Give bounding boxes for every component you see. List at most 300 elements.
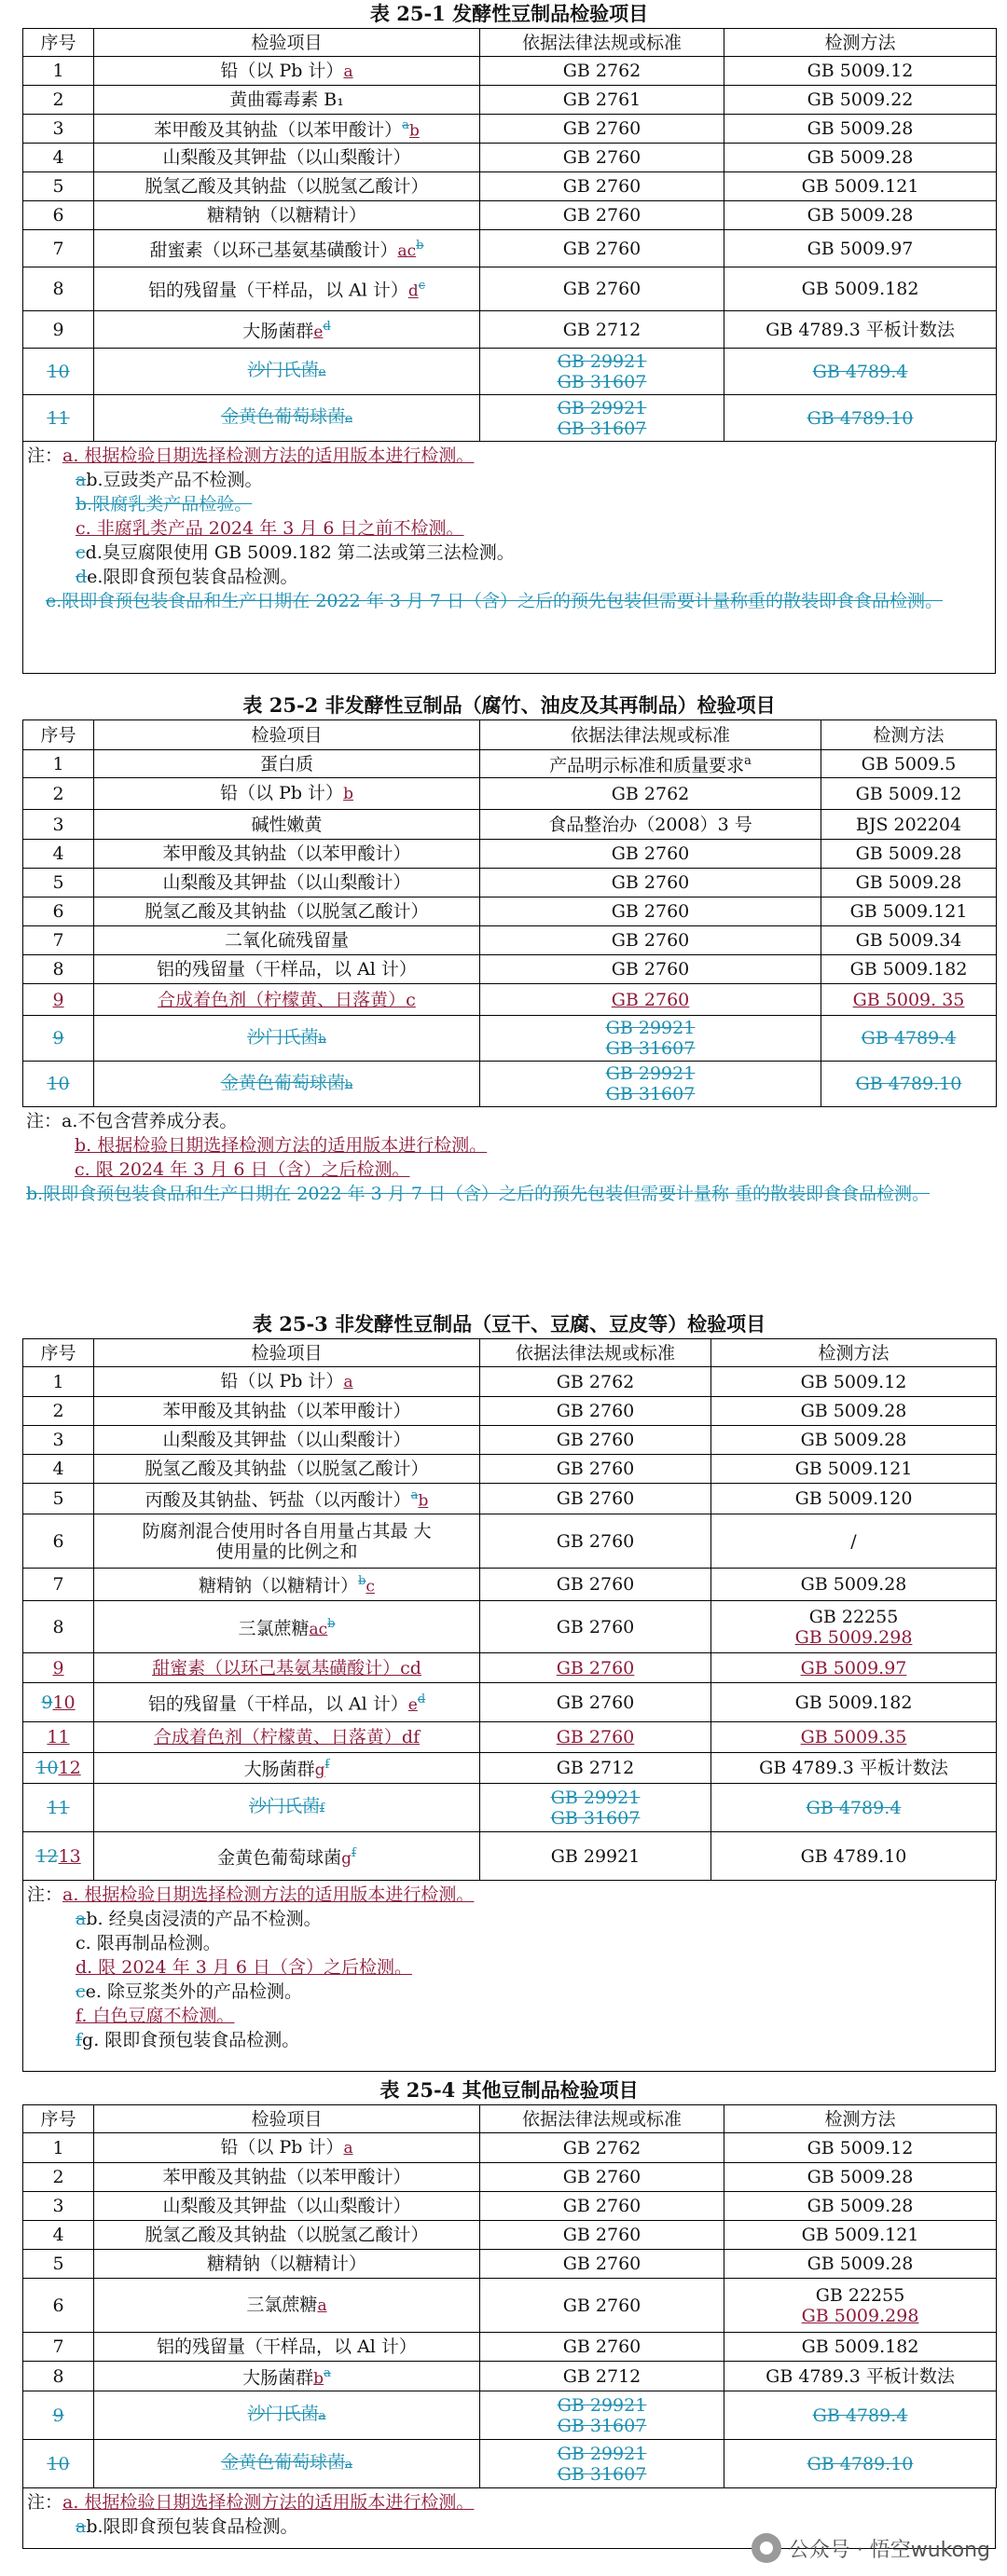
cell-basis: GB 2760 xyxy=(480,1601,711,1653)
note-line: b.限即食预包装食品和生产日期在 2022 年 3 月 7 日（含）之后的预先包装但需要计量称 重的散装即食食品检测。 xyxy=(26,1184,931,1204)
footnote-mark: a xyxy=(744,754,752,769)
table-25-2 xyxy=(22,719,997,1107)
deleted-mark: a xyxy=(76,1909,87,1929)
basis-line: GB 31607 xyxy=(557,2415,647,2436)
table-row xyxy=(23,2163,997,2192)
item-text: 苯甲酸及其钠盐（以苯甲酸计） xyxy=(154,119,403,141)
cell-basis xyxy=(480,1784,711,1832)
item-text: 铅（以 Pb 计） xyxy=(220,1371,344,1391)
footnote-mark: c xyxy=(406,989,416,1010)
cell-num: 10 xyxy=(23,349,94,395)
cell-basis: GB 2760 xyxy=(480,267,724,311)
cell-item xyxy=(94,115,480,144)
cell-method: GB 4789.10 xyxy=(821,1062,997,1107)
deleted-mark: c xyxy=(418,279,426,294)
header-num: 序号 xyxy=(23,1339,94,1367)
cell-basis: GB 29921 xyxy=(480,1832,711,1881)
deleted-mark: a xyxy=(410,1488,419,1503)
table-25-3 xyxy=(22,1338,997,1881)
table-row xyxy=(23,840,997,869)
table-25-1 xyxy=(22,28,997,442)
footnote-mark: d xyxy=(407,281,419,301)
item-text: 沙门氏菌 xyxy=(247,360,319,380)
cell-num: 7 xyxy=(23,230,94,267)
cell-method: GB 5009.182 xyxy=(724,2333,997,2362)
cell-num: 9 xyxy=(23,311,94,349)
cell-item xyxy=(94,267,480,311)
table-25-2-section xyxy=(22,692,996,1230)
cell-num: 6 xyxy=(23,897,94,926)
cell-num: 7 xyxy=(23,2333,94,2362)
table-row xyxy=(23,230,997,267)
deleted-num: 10 xyxy=(35,1758,59,1778)
table-row xyxy=(23,750,997,778)
item-text: 金黄色葡萄球菌 xyxy=(220,1072,345,1093)
deleted-row xyxy=(23,1016,997,1062)
footnote-mark: ac xyxy=(309,1620,328,1639)
table-row xyxy=(23,955,997,984)
table-25-3-notes xyxy=(22,1881,996,2072)
cell-method: GB 5009.28 xyxy=(724,144,997,172)
table-row xyxy=(23,1601,997,1653)
cell-method: GB 5009.28 xyxy=(711,1426,997,1455)
table-row xyxy=(23,201,997,230)
note-line: 注：a.不包含营养成分表。 xyxy=(26,1111,238,1131)
item-text: 铅（以 Pb 计） xyxy=(220,60,344,81)
cell-method: GB 4789.4 xyxy=(724,2391,997,2440)
cell-method: GB 4789.3 平板计数法 xyxy=(711,1753,997,1784)
cell-method: GB 5009.28 xyxy=(711,1569,997,1601)
footnote-mark: cd xyxy=(400,1657,421,1679)
deleted-row xyxy=(23,395,997,442)
deleted-mark: c xyxy=(76,1981,86,2002)
header-basis: 依据法律法规或标准 xyxy=(480,1339,711,1367)
deleted-num: 12 xyxy=(35,1845,59,1867)
table-row xyxy=(23,1484,997,1514)
table-25-1-title: 表 25-1 发酵性豆制品检验项目 xyxy=(369,2,649,25)
cell-method: GB 5009.28 xyxy=(724,2163,997,2192)
cell-num: 9 xyxy=(23,984,94,1016)
cell-method: BJS 202204 xyxy=(821,810,997,840)
basis-line: GB 31607 xyxy=(557,371,647,392)
footnote-mark: b xyxy=(318,1032,326,1047)
header-num: 序号 xyxy=(23,2105,94,2133)
cell-basis: GB 2760 xyxy=(480,984,821,1016)
item-text: 合成着色剂（柠檬黄、日落黄） xyxy=(158,989,407,1010)
deleted-mark: a xyxy=(76,2516,87,2537)
cell-method: GB 5009.34 xyxy=(821,926,997,955)
item-text: 甜蜜素（以环己基氨基磺酸计） xyxy=(149,240,398,261)
cell-item: 黄曲霉毒素 B₁ xyxy=(94,86,480,115)
item-text: 铅（以 Pb 计） xyxy=(220,2137,344,2158)
cell-method: GB 5009.12 xyxy=(821,778,997,810)
cell-basis: GB 2760 xyxy=(480,2333,724,2362)
footnote-mark: b xyxy=(343,785,353,803)
cell-basis: GB 2712 xyxy=(480,2362,724,2391)
cell-basis xyxy=(480,1062,821,1107)
table-row xyxy=(23,869,997,897)
cell-num: 1 xyxy=(23,1367,94,1397)
cell-basis: GB 2760 xyxy=(480,1426,711,1455)
cell-basis: GB 2760 xyxy=(480,869,821,897)
cell-basis: GB 2760 xyxy=(480,1569,711,1601)
deleted-row xyxy=(23,1784,997,1832)
cell-basis: 食品整治办（2008）3 号 xyxy=(480,810,821,840)
table-25-1-section xyxy=(22,0,996,674)
footnote-mark: a xyxy=(318,2409,326,2423)
table-row xyxy=(23,1832,997,1881)
cell-item xyxy=(94,395,480,442)
deleted-mark: f xyxy=(324,1758,330,1773)
cell-basis: GB 2760 xyxy=(480,201,724,230)
table-row xyxy=(23,2133,997,2163)
item-text: 沙门氏菌 xyxy=(247,1026,319,1048)
note-line: b.限即食预包装食品检测。 xyxy=(86,2516,298,2537)
table-row xyxy=(23,1569,997,1601)
deleted-mark: d xyxy=(76,567,88,587)
header-item: 检验项目 xyxy=(94,720,480,750)
cell-basis: GB 2761 xyxy=(480,86,724,115)
basis-line: GB 31607 xyxy=(557,2463,647,2485)
cell-item xyxy=(94,1683,480,1722)
item-text: 三氯蔗糖 xyxy=(246,2295,318,2315)
cell-basis: GB 2760 xyxy=(480,230,724,267)
method-line: GB 5009.298 xyxy=(794,1626,913,1648)
table-row xyxy=(23,926,997,955)
cell-num: 2 xyxy=(23,86,94,115)
table-row xyxy=(23,1683,997,1722)
item-text: 大肠菌群 xyxy=(242,2367,314,2389)
item-text: 三氯蔗糖 xyxy=(238,1618,310,1639)
cell-method: GB 5009.121 xyxy=(821,897,997,926)
cell-method: / xyxy=(711,1514,997,1569)
item-text: 沙门氏菌 xyxy=(247,2404,319,2424)
note-prefix: 注： xyxy=(27,1884,63,1905)
table-row xyxy=(23,1426,997,1455)
cell-method: GB 4789.3 平板计数法 xyxy=(724,311,997,349)
basis-line: GB 29921 xyxy=(557,350,647,372)
basis-line: GB 31607 xyxy=(550,1807,641,1829)
cell-method: GB 5009.120 xyxy=(711,1484,997,1514)
cell-num: 8 xyxy=(23,267,94,311)
cell-item: 脱氢乙酸及其钠盐（以脱氢乙酸计） xyxy=(94,897,480,926)
cell-item xyxy=(94,1484,480,1514)
deleted-row xyxy=(23,349,997,395)
note-line: b.豆豉类产品不检测。 xyxy=(86,470,263,490)
header-basis: 依据法律法规或标准 xyxy=(480,2105,724,2133)
table-row xyxy=(23,2221,997,2250)
table-row xyxy=(23,2250,997,2279)
basis-line: GB 31607 xyxy=(605,1084,696,1104)
header-item: 检验项目 xyxy=(94,1339,480,1367)
cell-method: GB 5009.28 xyxy=(724,2192,997,2221)
basis-line: GB 31607 xyxy=(557,418,647,439)
table-25-3-title: 表 25-3 非发酵性豆制品（豆干、豆腐、豆皮等）检验项目 xyxy=(252,1312,766,1336)
table-row xyxy=(23,778,997,810)
cell-num: 3 xyxy=(23,115,94,144)
cell-num: 11 xyxy=(23,395,94,442)
basis-line: GB 31607 xyxy=(605,1038,696,1059)
cell-item: 蛋白质 xyxy=(94,750,480,778)
cell-method: GB 5009.121 xyxy=(724,2221,997,2250)
table-row xyxy=(23,897,997,926)
method-line: GB 22255 xyxy=(815,2284,905,2306)
deleted-mark: a xyxy=(324,2365,331,2380)
footnote-mark: b xyxy=(344,1077,353,1092)
item-text: 大肠菌群 xyxy=(242,321,314,342)
cell-item xyxy=(94,2440,480,2488)
table-25-4-title: 表 25-4 其他豆制品检验项目 xyxy=(379,2078,639,2102)
cell-item xyxy=(94,230,480,267)
cell-item: 山梨酸及其钾盐（以山梨酸计） xyxy=(94,1426,480,1455)
deleted-row xyxy=(23,1062,997,1107)
footnote-mark: a xyxy=(343,62,353,81)
watermark-text: 公众号 · 悟空wukong xyxy=(788,2538,990,2562)
table-row xyxy=(23,2333,997,2362)
item-text: 金黄色葡萄球菌 xyxy=(221,406,346,427)
inserted-row xyxy=(23,1722,997,1753)
cell-item xyxy=(94,778,480,810)
cell-item xyxy=(94,1514,480,1569)
header-num: 序号 xyxy=(23,29,94,57)
cell-method: GB 5009.28 xyxy=(821,869,997,897)
note-line: f. 白色豆腐不检测。 xyxy=(76,2006,235,2026)
cell-basis xyxy=(480,349,724,395)
footnote-mark: e xyxy=(318,365,326,379)
inserted-row xyxy=(23,984,997,1016)
cell-num: 7 xyxy=(23,926,94,955)
cell-num: 2 xyxy=(23,778,94,810)
basis-line: GB 29921 xyxy=(557,397,647,418)
cell-num: 6 xyxy=(23,2279,94,2333)
cell-method: GB 5009.12 xyxy=(724,57,997,86)
method-line: GB 22255 xyxy=(808,1606,899,1627)
cell-method: GB 5009.121 xyxy=(711,1455,997,1484)
note-prefix: 注： xyxy=(27,2492,63,2513)
cell-basis: GB 2760 xyxy=(480,172,724,201)
cell-num: 10 xyxy=(23,2440,94,2488)
table-row xyxy=(23,115,997,144)
cell-method: GB 5009.97 xyxy=(724,230,997,267)
cell-item xyxy=(94,1601,480,1653)
cell-item xyxy=(94,1016,480,1062)
cell-num: 8 xyxy=(23,2362,94,2391)
cell-num: 3 xyxy=(23,2192,94,2221)
cell-item xyxy=(94,57,480,86)
cell-num: 10 xyxy=(23,1062,94,1107)
cell-basis: GB 2760 xyxy=(480,1484,711,1514)
footnote-mark: a xyxy=(317,2296,327,2315)
table-row xyxy=(23,810,997,840)
item-text: 铅（以 Pb 计） xyxy=(220,783,344,803)
cell-num: 4 xyxy=(23,2221,94,2250)
cell-num: 1 xyxy=(23,2133,94,2163)
footnote-mark: a xyxy=(343,1373,353,1391)
note-line: e.限即食预包装食品和生产日期在 2022 年 3 月 7 日（含）之后的预先包装但需要计量称重的散装即食食品检测。 xyxy=(46,591,944,611)
cell-basis: GB 2762 xyxy=(480,1367,711,1397)
basis-line: GB 29921 xyxy=(550,1787,641,1808)
header-num: 序号 xyxy=(23,720,94,750)
note-line: d. 限 2024 年 3 月 6 日（含）之后检测。 xyxy=(76,1957,413,1978)
note-line: b. 经臭卤浸渍的产品不检测。 xyxy=(86,1909,322,1929)
deleted-mark: b xyxy=(416,238,424,253)
cell-item: 碱性嫩黄 xyxy=(94,810,480,840)
note-line: g. 限即食预包装食品检测。 xyxy=(82,2030,300,2050)
cell-basis: GB 2760 xyxy=(480,115,724,144)
cell-basis xyxy=(480,2440,724,2488)
item-text: 合成着色剂（柠檬黄、日落黄） xyxy=(153,1727,402,1747)
footnote-mark: e xyxy=(345,412,352,426)
footnote-mark: c xyxy=(366,1577,375,1596)
basis-line: GB 29921 xyxy=(557,2394,647,2416)
cell-basis xyxy=(480,2391,724,2440)
footnote-mark: b xyxy=(418,1491,429,1511)
cell-basis: GB 2760 xyxy=(480,1722,711,1753)
cell-num xyxy=(23,1683,94,1722)
deleted-mark: f xyxy=(76,2030,83,2050)
note-prefix: 注： xyxy=(27,445,63,466)
cell-item: 山梨酸及其钾盐（以山梨酸计） xyxy=(94,869,480,897)
cell-num: 4 xyxy=(23,144,94,172)
cell-method: GB 5009.22 xyxy=(724,86,997,115)
cell-basis: GB 2760 xyxy=(480,2163,724,2192)
footnote-mark: b xyxy=(313,2369,324,2389)
table-25-4-section xyxy=(22,2076,996,2549)
table-row xyxy=(23,2279,997,2333)
header-method: 检测方法 xyxy=(724,29,997,57)
basis-line: GB 29921 xyxy=(605,1063,696,1084)
table-row xyxy=(23,86,997,115)
deleted-mark: d xyxy=(417,1692,426,1706)
cell-basis: GB 2760 xyxy=(480,1455,711,1484)
wechat-logo-icon xyxy=(752,2533,781,2563)
header-item: 检验项目 xyxy=(94,2105,480,2133)
cell-num: 1 xyxy=(23,750,94,778)
cell-num: 3 xyxy=(23,1426,94,1455)
header-method: 检测方法 xyxy=(821,720,997,750)
cell-item: 铝的残留量（干样品，以 Al 计） xyxy=(94,2333,480,2362)
deleted-mark: b xyxy=(358,1574,366,1589)
item-text: 铝的残留量（干样品，以 Al 计） xyxy=(147,280,408,301)
cell-basis: GB 2762 xyxy=(480,57,724,86)
cell-item xyxy=(94,1062,480,1107)
cell-basis: GB 2760 xyxy=(480,1683,711,1722)
cell-num: 6 xyxy=(23,201,94,230)
cell-item: 苯甲酸及其钠盐（以苯甲酸计） xyxy=(94,1397,480,1426)
cell-basis: GB 2762 xyxy=(480,2133,724,2163)
table-25-4 xyxy=(22,2104,997,2488)
item-text: 金黄色葡萄球菌 xyxy=(217,1847,342,1869)
note-line: a. 根据检验日期选择检测方法的适用版本进行检测。 xyxy=(62,445,475,466)
cell-basis xyxy=(480,395,724,442)
cell-item xyxy=(94,2279,480,2333)
item-text: 沙门氏菌 xyxy=(249,1796,321,1816)
cell-method: GB 4789.10 xyxy=(711,1832,997,1881)
cell-item xyxy=(94,1367,480,1397)
deleted-mark: f xyxy=(352,1845,356,1860)
cell-num: 7 xyxy=(23,1569,94,1601)
footnote-mark: f xyxy=(320,1802,324,1816)
cell-num: 4 xyxy=(23,1455,94,1484)
table-25-2-notes xyxy=(22,1107,996,1230)
header-basis: 依据法律法规或标准 xyxy=(480,29,724,57)
cell-basis: GB 2760 xyxy=(480,926,821,955)
deleted-mark: a xyxy=(76,470,87,490)
header-item: 检验项目 xyxy=(94,29,480,57)
cell-num: 2 xyxy=(23,2163,94,2192)
cell-num: 9 xyxy=(23,2391,94,2440)
cell-method: GB 5009.35 xyxy=(711,1722,997,1753)
cell-basis: GB 2760 xyxy=(480,2279,724,2333)
cell-item: 脱氢乙酸及其钠盐（以脱氢乙酸计） xyxy=(94,2221,480,2250)
cell-method xyxy=(711,1601,997,1653)
deleted-row xyxy=(23,2391,997,2440)
cell-method: GB 4789.10 xyxy=(724,395,997,442)
item-text: 丙酸及其钠盐、钙盐（以丙酸计） xyxy=(145,1489,411,1511)
header-basis: 依据法律法规或标准 xyxy=(480,720,821,750)
cell-num: 9 xyxy=(23,1653,94,1683)
item-text: 金黄色葡萄球菌 xyxy=(221,2452,346,2473)
inserted-row xyxy=(23,1653,997,1683)
table-row xyxy=(23,1753,997,1784)
cell-basis: GB 2760 xyxy=(480,1514,711,1569)
cell-basis: GB 2760 xyxy=(480,1397,711,1426)
footnote-mark: g xyxy=(314,1761,325,1780)
cell-method: GB 4789.4 xyxy=(821,1016,997,1062)
cell-method: GB 5009.28 xyxy=(711,1397,997,1426)
deleted-mark: c xyxy=(76,542,86,563)
cell-num: 11 xyxy=(23,1784,94,1832)
cell-item xyxy=(94,1722,480,1753)
note-line: a. 根据检验日期选择检测方法的适用版本进行检测。 xyxy=(62,2492,475,2513)
footnote-mark: e xyxy=(313,322,324,342)
cell-method: GB 5009.5 xyxy=(821,750,997,778)
cell-basis: GB 2760 xyxy=(480,2250,724,2279)
cell-num: 6 xyxy=(23,1514,94,1569)
note-line: d.臭豆腐限使用 GB 5009.182 第二法或第三法检测。 xyxy=(85,542,515,563)
note-line: e. 除豆浆类外的产品检测。 xyxy=(85,1981,302,2002)
table-row xyxy=(23,1367,997,1397)
cell-method: GB 5009.12 xyxy=(711,1367,997,1397)
cell-basis: GB 2712 xyxy=(480,311,724,349)
cell-item xyxy=(94,1753,480,1784)
table-row xyxy=(23,2192,997,2221)
new-num: 12 xyxy=(58,1758,81,1778)
cell-basis: GB 2762 xyxy=(480,778,821,810)
deleted-row xyxy=(23,2440,997,2488)
footnote-mark: e xyxy=(407,1695,418,1715)
cell-basis: GB 2712 xyxy=(480,1753,711,1784)
cell-item xyxy=(94,1832,480,1881)
cell-method: GB 4789.10 xyxy=(724,2440,997,2488)
cell-num: 2 xyxy=(23,1397,94,1426)
table-header-row xyxy=(23,29,997,57)
cell-num: 5 xyxy=(23,172,94,201)
watermark xyxy=(752,2533,990,2563)
cell-basis: GB 2760 xyxy=(480,2192,724,2221)
cell-num: 5 xyxy=(23,1484,94,1514)
cell-basis: GB 2760 xyxy=(480,144,724,172)
deleted-mark: d xyxy=(323,319,331,334)
deleted-mark: b xyxy=(327,1616,336,1631)
new-num: 13 xyxy=(58,1845,81,1867)
table-row xyxy=(23,1514,997,1569)
footnote-mark: df xyxy=(401,1727,421,1747)
note-line: c. 限 2024 年 3 月 6 日（含）之后检测。 xyxy=(75,1159,410,1180)
item-line: 防腐剂混合使用时各自用量占其最 大 xyxy=(142,1520,432,1541)
table-25-2-title: 表 25-2 非发酵性豆制品（腐竹、油皮及其再制品）检验项目 xyxy=(242,693,776,717)
cell-item: 铝的残留量（干样品，以 Al 计） xyxy=(94,955,480,984)
